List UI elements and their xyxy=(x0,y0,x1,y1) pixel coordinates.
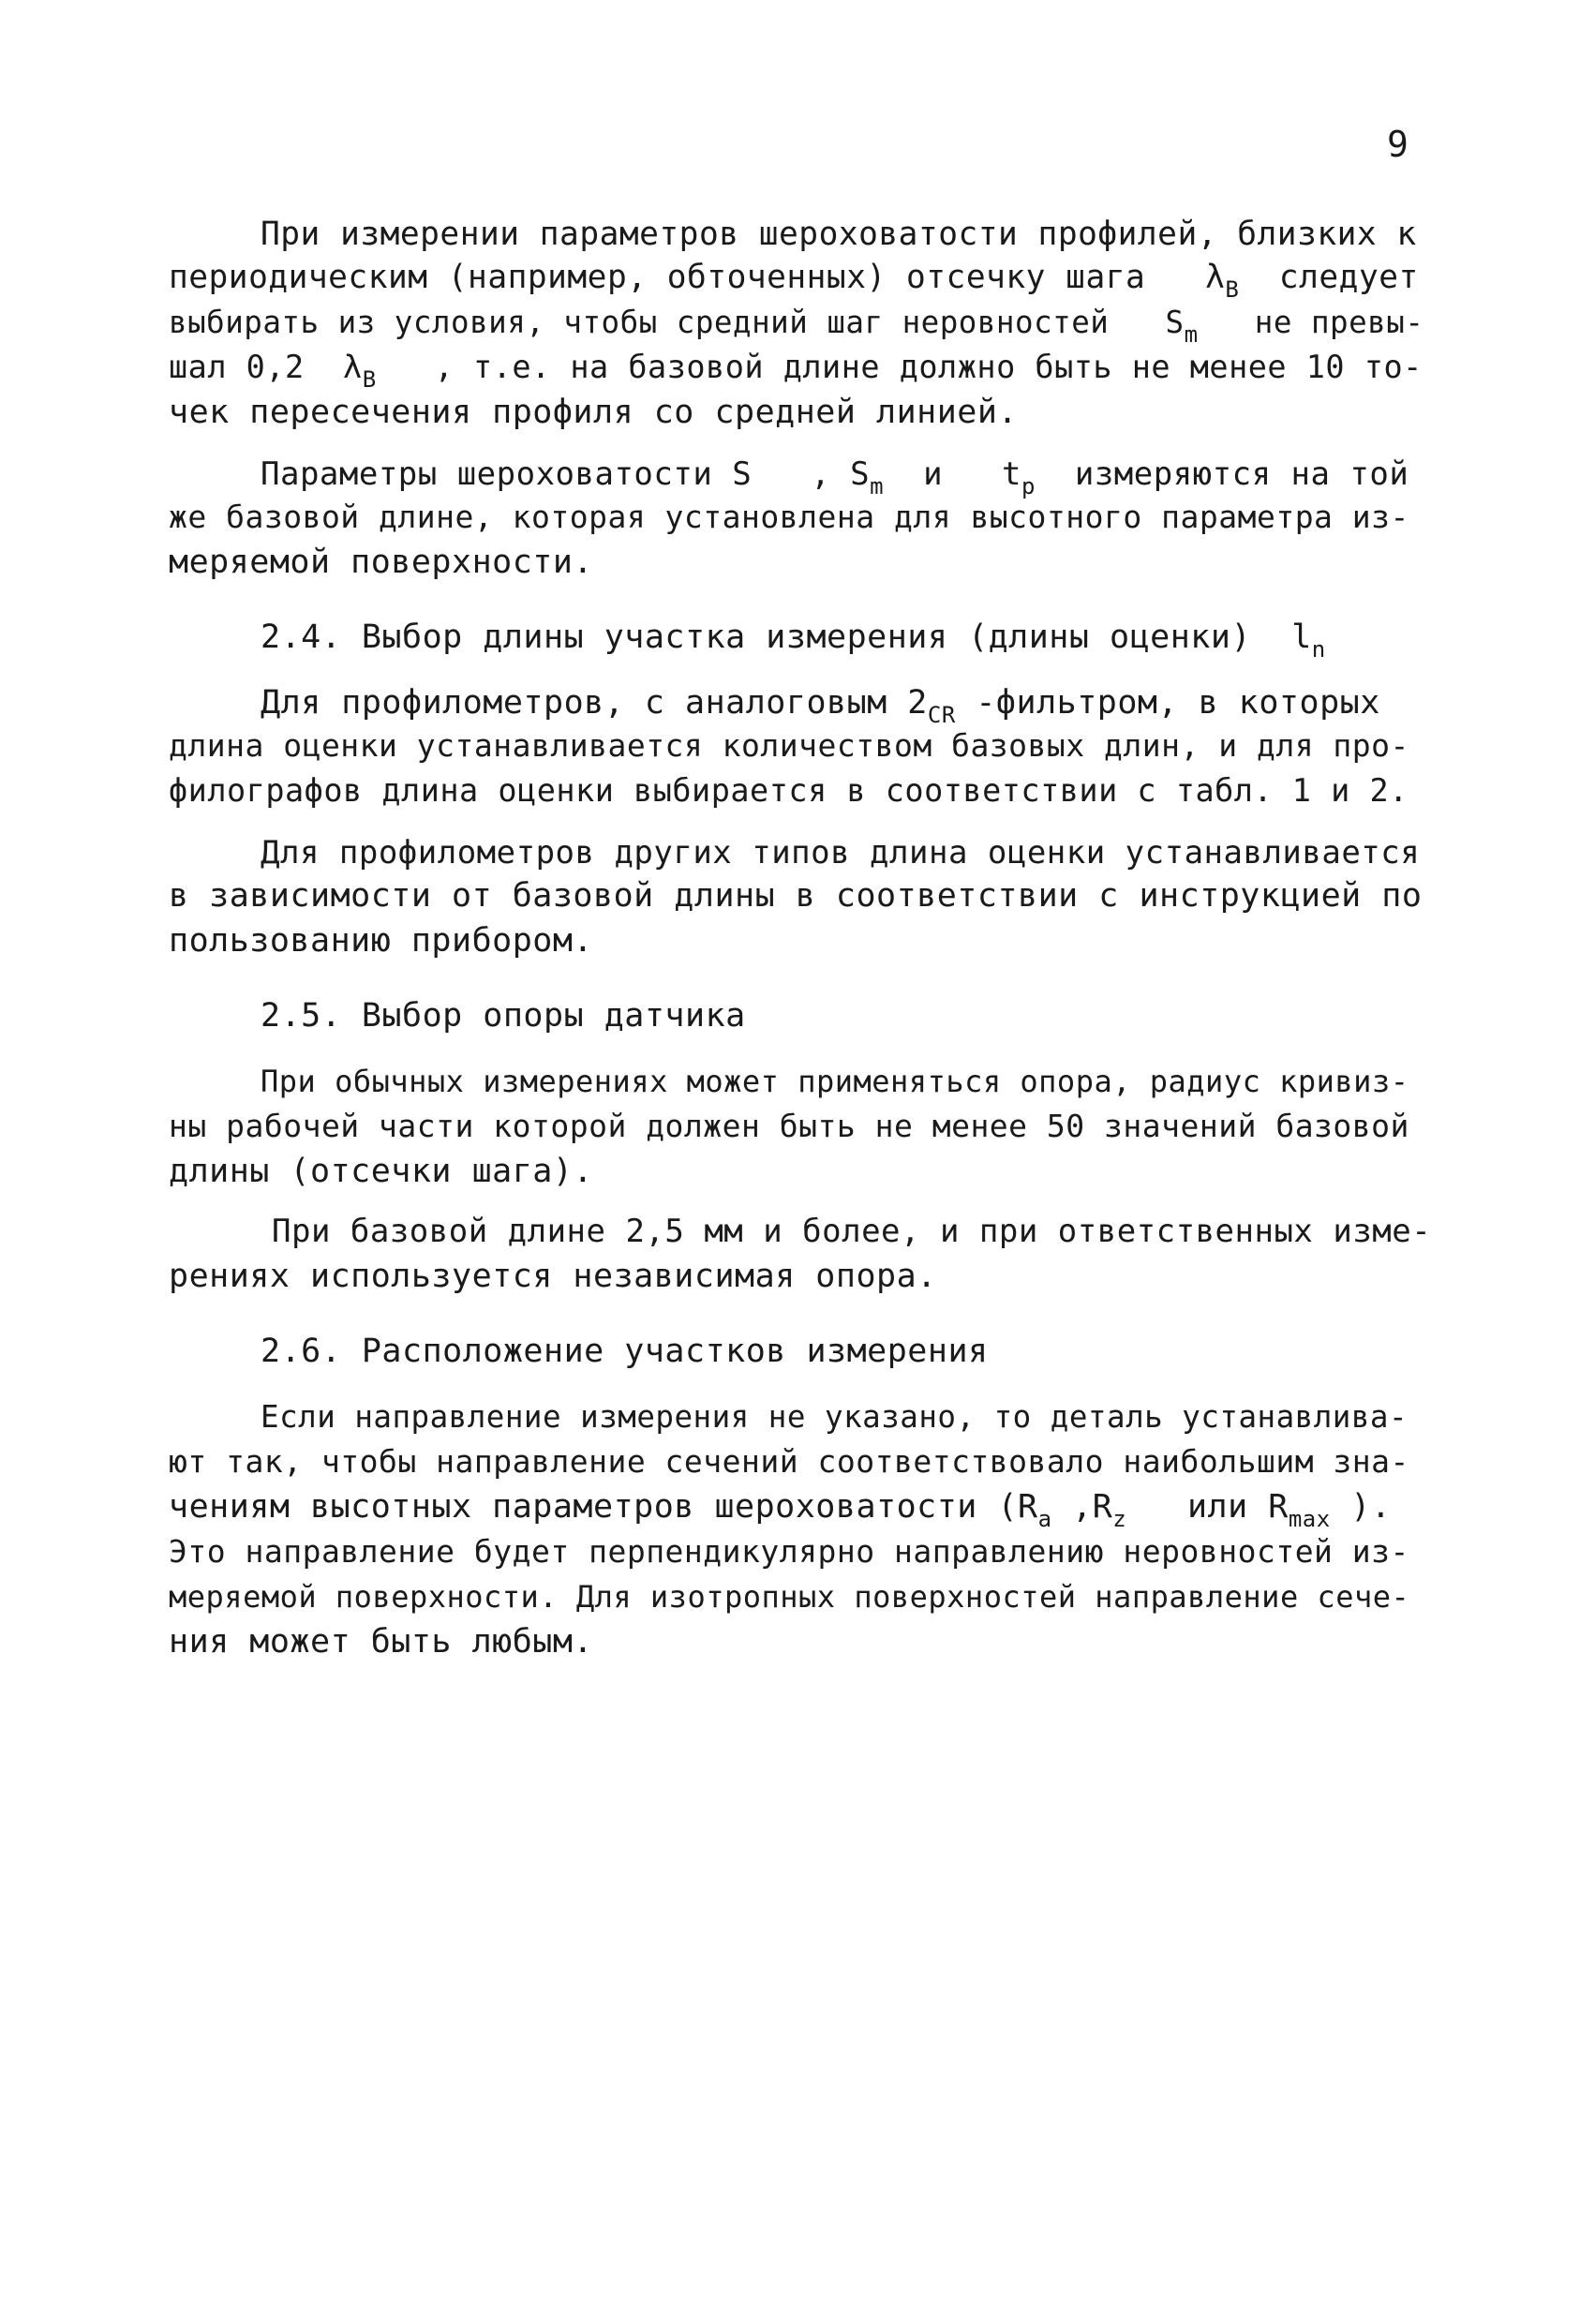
paragraph-4-line-3: пользованию прибором. xyxy=(169,922,594,960)
paragraph-1-line-2: периодическим (например, обточенных) отсечку шага $\lambda_B$ следует xyxy=(169,259,1419,303)
page-number: 9 xyxy=(1387,124,1409,165)
paragraph-7-line-3: чениям высотных параметров шероховатости ($R_a$ $,R_z$ или $R_{max}$ ). xyxy=(169,1488,1392,1532)
paragraph-2-line-3: меряемой поверхности. xyxy=(169,544,594,581)
paragraph-6-line-2: рениях используется независимая опора. xyxy=(169,1258,937,1295)
paragraph-7-line-2: ют так, чтобы направление сечений соответствовало наибольшим зна- xyxy=(169,1443,1409,1480)
lambda-symbol: λ xyxy=(343,349,363,385)
section-heading-2-6: 2.6. Расположение участков измерения xyxy=(261,1333,989,1370)
paragraph-3-line-3: филографов длина оценки выбирается в соответствии с табл. 1 и 2. xyxy=(169,772,1409,809)
paragraph-2-line-2: же базовой длине, которая установлена для высотного параметра из- xyxy=(169,499,1409,535)
lambda-symbol: λ xyxy=(1205,259,1226,296)
section-heading-2-5: 2.5. Выбор опоры датчика xyxy=(261,997,746,1035)
paragraph-7-line-5: меряемой поверхности. Для изотропных поверхностей направление сече- xyxy=(169,1579,1410,1615)
paragraph-4-line-2: в зависимости от базовой длины в соответствии с инструкцией по xyxy=(169,877,1423,915)
s-symbol: S xyxy=(1165,305,1185,340)
paragraph-7-line-4: Это направление будет перпендикулярно направлению неровностей из- xyxy=(169,1533,1409,1570)
paragraph-3-line-1: Для профилометров, с аналоговым $2_{CR}$ -фильтром, в которых xyxy=(261,684,1380,728)
paragraph-1-line-5: чек пересечения профиля со средней линией. xyxy=(169,394,1019,431)
paragraph-3-line-2: длина оценки устанавливается количеством базовых длин, и для про- xyxy=(169,727,1409,764)
paragraph-7-line-1: Если направление измерения не указано, то деталь устанавлива- xyxy=(261,1399,1409,1435)
paragraph-5-line-1: При обычных измерениях может применяться опора, радиус кривиз- xyxy=(261,1064,1409,1099)
paragraph-1-line-3: выбирать из условия, чтобы средний шаг неровностей $S_m$ не превы- xyxy=(169,305,1424,348)
paragraph-1-line-1: При измерении параметров шероховатости профилей, близких к xyxy=(261,216,1417,253)
paragraph-1-line-4: шал 0,2 $\lambda_B$ , т.е. на базовой длине должно быть не менее 10 то- xyxy=(169,349,1423,393)
paragraph-4-line-1: Для профилометров других типов длина оценки устанавливается xyxy=(261,834,1421,872)
paragraph-6-line-1: При базовой длине 2,5 мм и более, и при ответственных изме- xyxy=(272,1213,1432,1250)
paragraph-7-line-6: ния может быть любым. xyxy=(169,1623,594,1661)
paragraph-5-line-2: ны рабочей части которой должен быть не менее 50 значений базовой xyxy=(169,1108,1409,1144)
section-heading-2-4: 2.4. Выбор длины участка измерения (длины оценки) $l_n$ xyxy=(261,618,1326,663)
paragraph-2-line-1: Параметры шероховатости S , $S_m$ и $t_p$ измеряются на той xyxy=(261,455,1409,499)
paragraph-5-line-3: длины (отсечки шага). xyxy=(169,1153,594,1190)
